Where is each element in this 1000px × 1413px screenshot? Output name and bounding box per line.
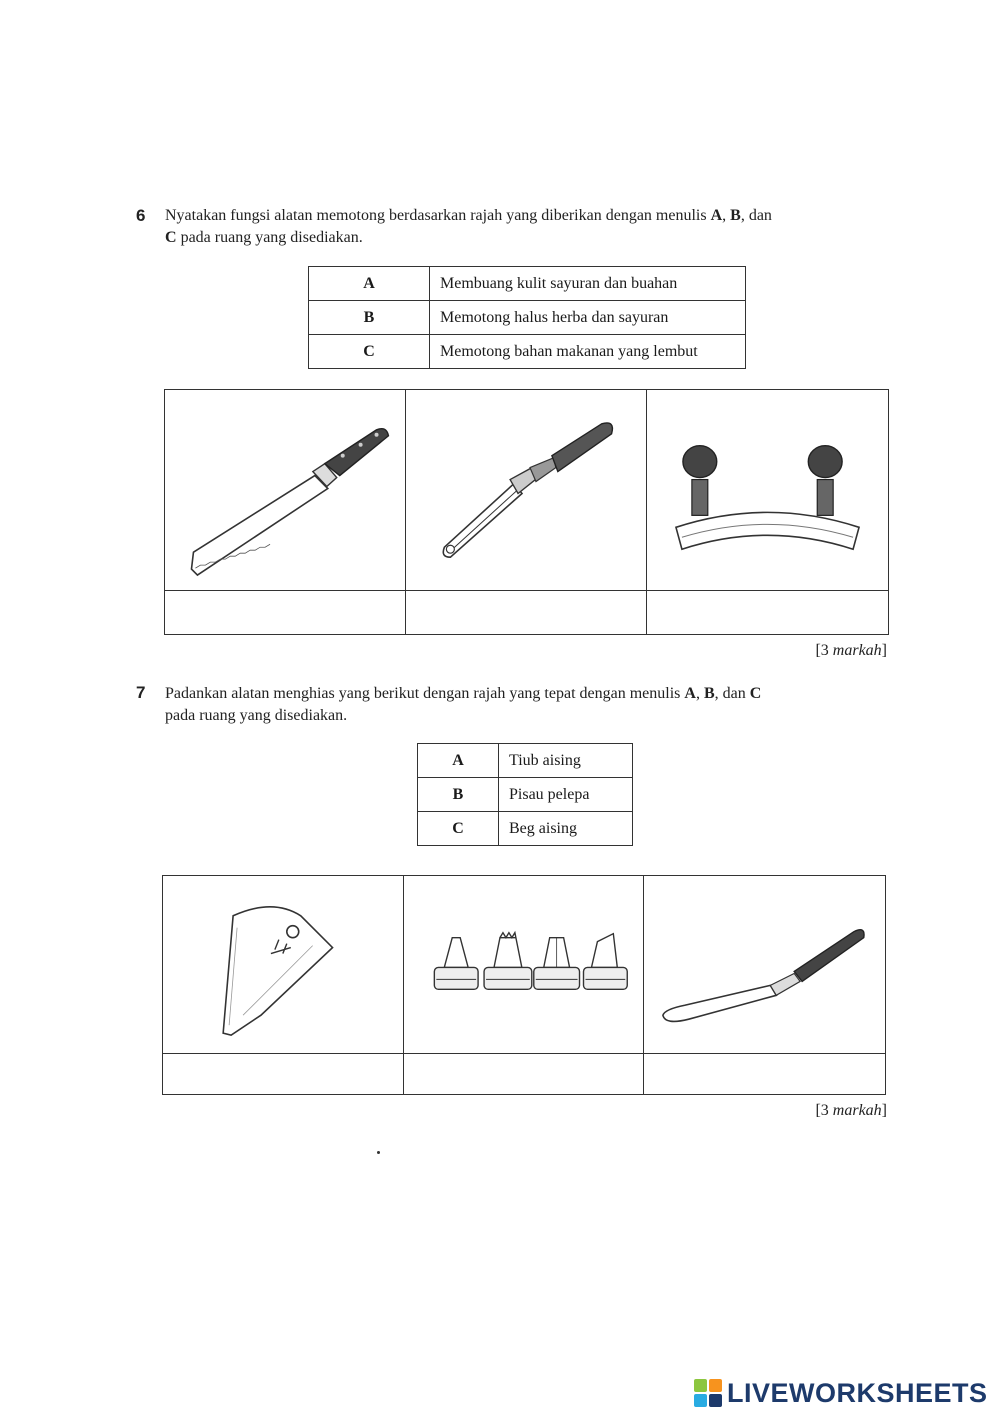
q7-marks bbox=[815, 1102, 887, 1120]
liveworksheets-logo bbox=[693, 1375, 993, 1411]
q7-text-part2: pada ruang yang disediakan. bbox=[165, 707, 348, 724]
question-6-number: 6 bbox=[136, 206, 146, 225]
liveworksheets-brand-text: LIVEWORKSHEETS bbox=[727, 1377, 988, 1408]
q6-text-part1: Nyatakan fungsi alatan memotong berdasarkan rajah yang diberikan dengan menulis bbox=[165, 207, 711, 224]
liveworksheets-logo-icon bbox=[693, 1378, 723, 1408]
bread-knife-icon bbox=[165, 390, 405, 590]
q6-picture-1 bbox=[165, 390, 406, 591]
question-6-text bbox=[165, 205, 889, 249]
key-text: Memotong halus herba dan sayuran bbox=[430, 301, 746, 335]
q7-letter-c: C bbox=[749, 685, 762, 702]
key-text: Memotong bahan makanan yang lembut bbox=[430, 335, 746, 369]
q7-picture-1 bbox=[163, 876, 404, 1054]
key-letter: B bbox=[309, 301, 430, 335]
q6-key-table bbox=[308, 266, 746, 369]
q7-sep2: , dan bbox=[714, 685, 750, 702]
q7-key-table bbox=[417, 743, 633, 846]
marks-open: [3 bbox=[815, 642, 833, 659]
table-row bbox=[418, 812, 633, 846]
key-letter: A bbox=[418, 744, 499, 778]
key-letter: A bbox=[309, 267, 430, 301]
q7-picture-3 bbox=[644, 876, 885, 1054]
q6-marks bbox=[815, 642, 887, 660]
q6-sep1: , bbox=[722, 207, 731, 224]
key-letter: C bbox=[418, 812, 499, 846]
table-row bbox=[309, 301, 746, 335]
key-text: Pisau pelepa bbox=[499, 778, 633, 812]
q6-answer-box-2[interactable] bbox=[406, 591, 647, 634]
q7-letter-a: A bbox=[684, 685, 696, 702]
q7-picture-2 bbox=[404, 876, 645, 1054]
offset-spatula-icon bbox=[644, 876, 885, 1053]
marks-open: [3 bbox=[815, 1102, 833, 1119]
marks-word: markah bbox=[832, 1102, 882, 1119]
table-row bbox=[309, 335, 746, 369]
marks-close: ] bbox=[881, 1102, 887, 1119]
q7-answer-box-3[interactable] bbox=[644, 1054, 885, 1094]
q6-letter-c: C bbox=[165, 229, 177, 246]
q6-letter-b: B bbox=[730, 207, 741, 224]
key-text: Tiub aising bbox=[499, 744, 633, 778]
q6-picture-3 bbox=[647, 390, 888, 591]
q7-picture-grid bbox=[162, 875, 886, 1095]
q7-sep1: , bbox=[695, 685, 704, 702]
key-letter: C bbox=[309, 335, 430, 369]
q6-answer-box-1[interactable] bbox=[165, 591, 406, 634]
question-7-number: 7 bbox=[136, 683, 146, 702]
q6-picture-grid bbox=[164, 389, 889, 635]
q6-letter-a: A bbox=[710, 207, 723, 224]
q7-answer-box-2[interactable] bbox=[404, 1054, 645, 1094]
q7-letter-b: B bbox=[703, 685, 715, 702]
vegetable-peeler-icon bbox=[406, 390, 646, 590]
stray-dot bbox=[377, 1151, 380, 1154]
table-row bbox=[418, 744, 633, 778]
marks-close: ] bbox=[881, 642, 887, 659]
q6-picture-2 bbox=[406, 390, 647, 591]
marks-word: markah bbox=[832, 642, 882, 659]
q6-sep2: , dan bbox=[740, 207, 772, 224]
piping-bag-icon bbox=[163, 876, 403, 1053]
piping-tips-icon bbox=[404, 876, 644, 1053]
q6-answer-box-3[interactable] bbox=[647, 591, 888, 634]
key-text: Beg aising bbox=[499, 812, 633, 846]
table-row bbox=[309, 267, 746, 301]
q7-answer-box-1[interactable] bbox=[163, 1054, 404, 1094]
question-7-text bbox=[165, 683, 889, 727]
q7-text-part1: Padankan alatan menghias yang berikut dengan rajah yang tepat dengan menulis bbox=[165, 685, 685, 702]
q6-text-part2: pada ruang yang disediakan. bbox=[176, 229, 363, 246]
key-text: Membuang kulit sayuran dan buahan bbox=[430, 267, 746, 301]
table-row bbox=[418, 778, 633, 812]
key-letter: B bbox=[418, 778, 499, 812]
mezzaluna-icon bbox=[647, 390, 888, 590]
